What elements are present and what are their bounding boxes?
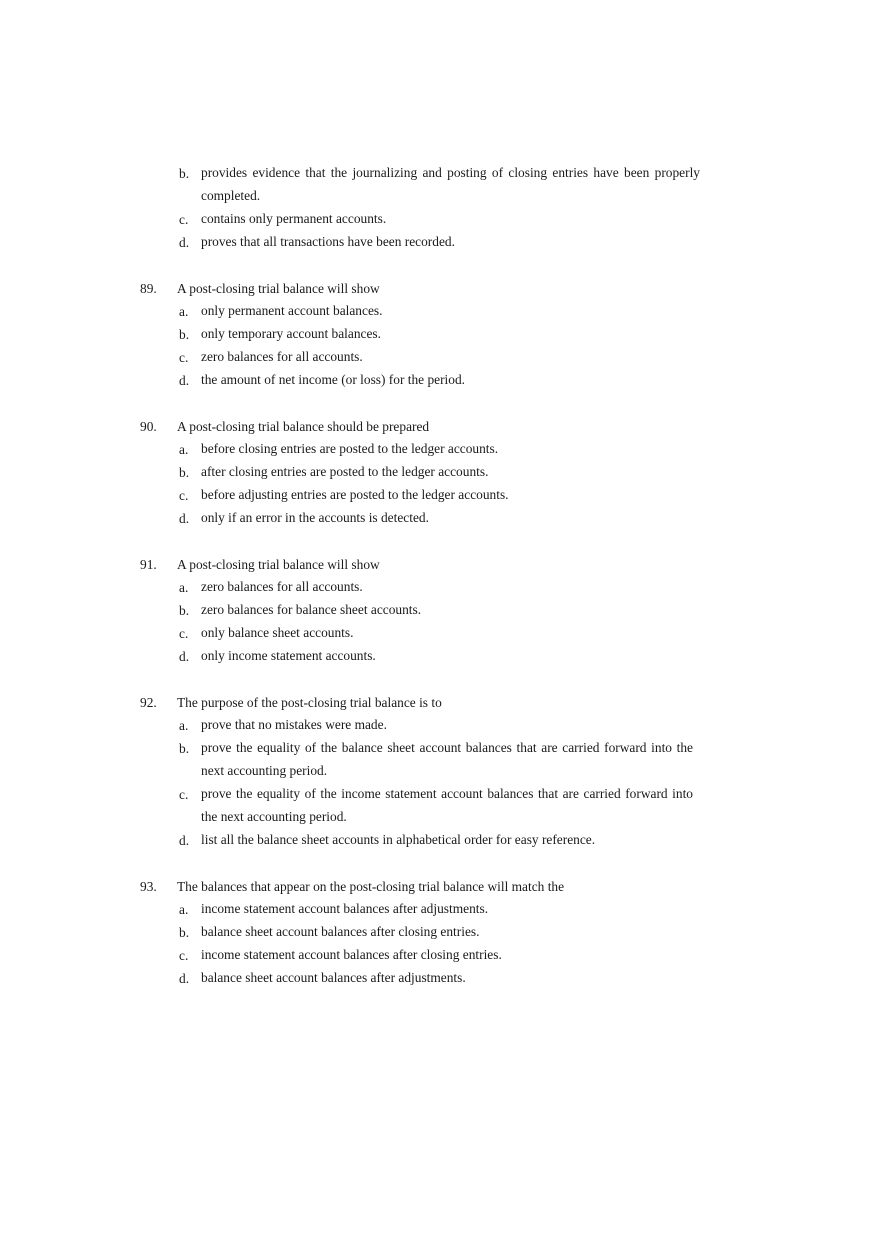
question-number: 90. bbox=[140, 419, 157, 434]
option-item bbox=[0, 833, 880, 856]
option-letter: c. bbox=[179, 787, 189, 802]
option-letter: b. bbox=[179, 166, 190, 181]
option-text: contains only permanent accounts. bbox=[201, 211, 387, 226]
option-item bbox=[0, 511, 880, 534]
option-text: before adjusting entries are posted to the ledger accounts. bbox=[201, 487, 509, 502]
option-text: list all the balance sheet accounts in alphabetical order for easy reference. bbox=[201, 832, 596, 847]
option-letter: d. bbox=[179, 235, 190, 250]
option-text: before closing entries are posted to the ledger accounts. bbox=[201, 441, 499, 456]
option-text: zero balances for balance sheet accounts. bbox=[201, 602, 422, 617]
option-item bbox=[0, 626, 880, 649]
option-text: only temporary account balances. bbox=[201, 326, 381, 341]
option-text: only if an error in the accounts is detected. bbox=[201, 510, 429, 525]
option-text: prove the equality of the income statement account balances that are carried forward into the next accounting period. bbox=[201, 786, 693, 824]
option-text: zero balances for all accounts. bbox=[201, 349, 363, 364]
option-letter: c. bbox=[179, 626, 189, 641]
option-text: balance sheet account balances after adjustments. bbox=[201, 970, 466, 985]
question-91 bbox=[0, 557, 880, 672]
option-text: after closing entries are posted to the ledger accounts. bbox=[201, 464, 489, 479]
question-number: 93. bbox=[140, 879, 157, 894]
option-text: proves that all transactions have been recorded. bbox=[201, 234, 455, 249]
option-text: income statement account balances after closing entries. bbox=[201, 947, 502, 962]
question-stem-row bbox=[0, 557, 880, 580]
question-93 bbox=[0, 879, 880, 994]
option-letter: a. bbox=[179, 580, 189, 595]
option-text: prove the equality of the balance sheet account balances that are carried forward into the next accounting period. bbox=[201, 740, 693, 778]
option-letter: a. bbox=[179, 442, 189, 457]
option-text: balance sheet account balances after closing entries. bbox=[201, 924, 480, 939]
question-stem: A post-closing trial balance should be prepared bbox=[177, 419, 430, 434]
option-item bbox=[0, 741, 880, 787]
option-letter: c. bbox=[179, 948, 189, 963]
option-text: zero balances for all accounts. bbox=[201, 579, 363, 594]
option-letter: b. bbox=[179, 327, 190, 342]
option-letter: b. bbox=[179, 465, 190, 480]
option-letter: a. bbox=[179, 902, 189, 917]
question-stem: A post-closing trial balance will show bbox=[177, 557, 380, 572]
question-stem: A post-closing trial balance will show bbox=[177, 281, 380, 296]
question-number: 89. bbox=[140, 281, 157, 296]
question-stem: The balances that appear on the post-closing trial balance will match the bbox=[177, 879, 565, 894]
option-letter: c. bbox=[179, 488, 189, 503]
question-number: 92. bbox=[140, 695, 157, 710]
option-text: only permanent account balances. bbox=[201, 303, 383, 318]
option-letter: b. bbox=[179, 741, 190, 756]
question-stem: The purpose of the post-closing trial balance is to bbox=[177, 695, 442, 710]
option-letter: a. bbox=[179, 718, 189, 733]
question-90 bbox=[0, 419, 880, 534]
option-text: the amount of net income (or loss) for the period. bbox=[201, 372, 466, 387]
option-item bbox=[0, 580, 880, 603]
option-text: income statement account balances after adjustments. bbox=[201, 901, 489, 916]
option-text: provides evidence that the journalizing and posting of closing entries have been properly completed. bbox=[201, 165, 700, 203]
option-item bbox=[0, 373, 880, 396]
option-letter: d. bbox=[179, 373, 190, 388]
option-text: prove that no mistakes were made. bbox=[201, 717, 387, 732]
option-letter: d. bbox=[179, 971, 190, 986]
option-item bbox=[0, 603, 880, 626]
option-item bbox=[0, 971, 880, 994]
continued-options bbox=[0, 166, 880, 258]
question-number: 91. bbox=[140, 557, 157, 572]
option-letter: d. bbox=[179, 833, 190, 848]
option-letter: d. bbox=[179, 511, 190, 526]
option-letter: d. bbox=[179, 649, 190, 664]
option-item bbox=[0, 787, 880, 833]
option-item bbox=[0, 166, 880, 212]
option-text: only income statement accounts. bbox=[201, 648, 376, 663]
option-item bbox=[0, 235, 880, 258]
option-item bbox=[0, 649, 880, 672]
question-89 bbox=[0, 281, 880, 396]
question-92 bbox=[0, 695, 880, 856]
option-letter: a. bbox=[179, 304, 189, 319]
option-item bbox=[0, 488, 880, 511]
option-item bbox=[0, 304, 880, 327]
option-letter: b. bbox=[179, 925, 190, 940]
question-stem-row bbox=[0, 695, 880, 718]
option-letter: c. bbox=[179, 350, 189, 365]
option-item bbox=[0, 327, 880, 350]
question-stem-row bbox=[0, 281, 880, 304]
option-letter: c. bbox=[179, 212, 189, 227]
option-text: only balance sheet accounts. bbox=[201, 625, 354, 640]
option-letter: b. bbox=[179, 603, 190, 618]
